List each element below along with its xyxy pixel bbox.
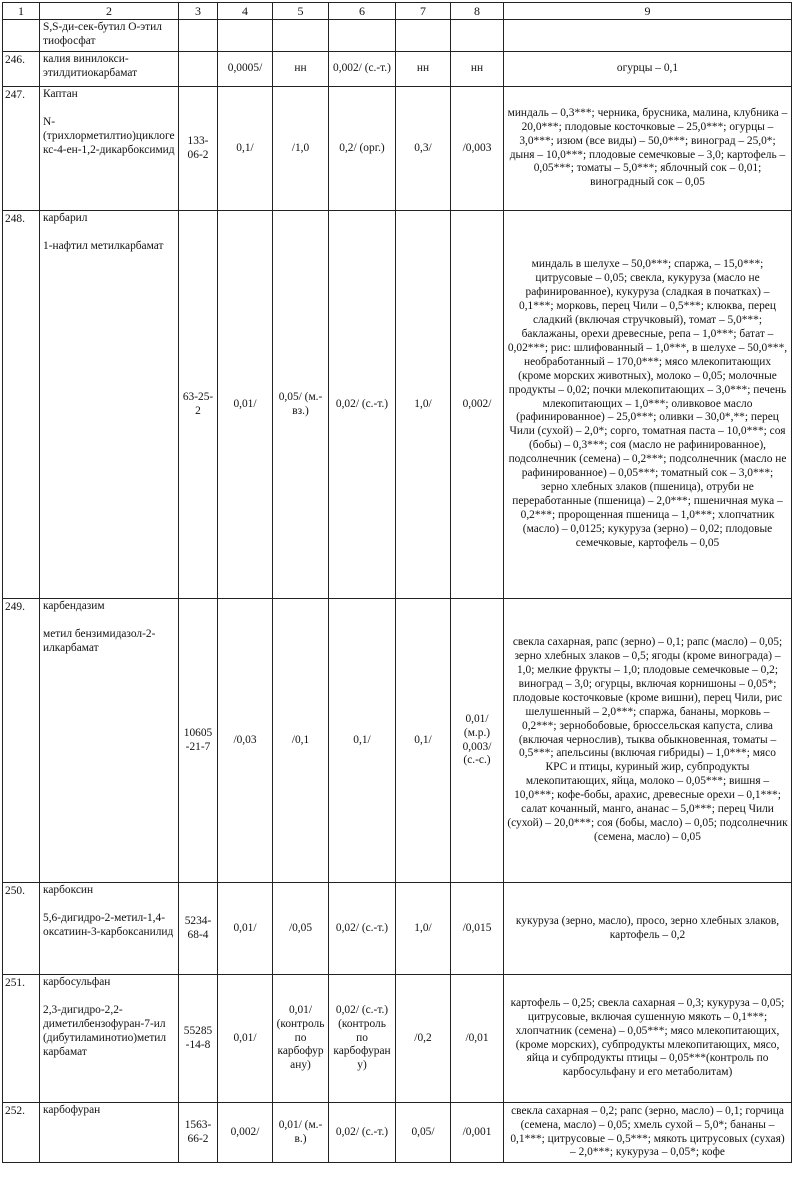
value-col-6 — [329, 20, 396, 52]
value-col-4: 0,002/ — [218, 1103, 273, 1163]
row-number: 247. — [3, 87, 40, 211]
row-number: 249. — [3, 599, 40, 883]
common-name: карбофуран — [43, 1104, 101, 1116]
value-col-5: 0,05/ (м.-вз.) — [273, 211, 329, 599]
cas-number — [179, 20, 218, 52]
chemical-name: 5,6-дигидро-2-метил-1,4-оксатиин-3-карбоксанилид — [43, 911, 174, 938]
table-row — [3, 975, 792, 1103]
header-cell-8: 8 — [451, 3, 504, 20]
table-row — [3, 20, 792, 52]
value-col-7: /0,2 — [396, 975, 451, 1103]
chemical-name: S,S-ди-сек-бутил О-этил тиофосфат — [43, 21, 162, 47]
food-limits: картофель – 0,25; свекла сахарная – 0,3; кукуруза – 0,05; цитрусовые, включая сушенную мякоть – 0,1***; хлопчатник (семена) – 0,05***; мясо млекопитающих, (кроме морских), субпродукты млекопитающих, мясо, яйца и субпродукты птицы – 0,05***(контроль по карбосульфану и его метаболитам) — [504, 975, 792, 1103]
common-name: карбендазим — [43, 600, 105, 612]
substance-name — [40, 87, 179, 211]
food-limits: кукуруза (зерно, масло), просо, зерно хлебных злаков, картофель – 0,2 — [504, 883, 792, 975]
value-col-7: нн — [396, 52, 451, 87]
value-col-6: 0,02/ (с.-т.) — [329, 883, 396, 975]
value-col-4: 0,1/ — [218, 87, 273, 211]
value-col-6: 0,02/ (с.-т.) (контроль по карбофурану) — [329, 975, 396, 1103]
pesticide-table — [2, 2, 792, 1163]
value-col-4: 0,0005/ — [218, 52, 273, 87]
value-col-8: /0,01 — [451, 975, 504, 1103]
chemical-name: калия винилокси-этилдитиокарбамат — [43, 53, 138, 79]
cas-number — [179, 52, 218, 87]
value-col-7: 1,0/ — [396, 883, 451, 975]
row-number: 250. — [3, 883, 40, 975]
value-col-6: 0,02/ (с.-т.) — [329, 211, 396, 599]
cas-number: 55285-14-8 — [179, 975, 218, 1103]
value-col-6: 0,002/ (с.-т.) — [329, 52, 396, 87]
table-row — [3, 211, 792, 599]
chemical-name: 2,3-дигидро-2,2-диметилбензофуран-7-ил (дибутиламинотио)метил карбамат — [43, 1003, 167, 1058]
value-col-8 — [451, 20, 504, 52]
value-col-7 — [396, 20, 451, 52]
value-col-7: 0,1/ — [396, 599, 451, 883]
table-row — [3, 1103, 792, 1163]
value-col-4: /0,03 — [218, 599, 273, 883]
table-row — [3, 883, 792, 975]
value-col-4: 0,01/ — [218, 883, 273, 975]
value-col-6: 0,02/ (с.-т.) — [329, 1103, 396, 1163]
row-number: 248. — [3, 211, 40, 599]
value-col-8: 0,002/ — [451, 211, 504, 599]
table-row — [3, 87, 792, 211]
value-col-6: 0,2/ (орг.) — [329, 87, 396, 211]
value-col-8: /0,015 — [451, 883, 504, 975]
header-cell-4: 4 — [218, 3, 273, 20]
substance-name — [40, 599, 179, 883]
value-col-5: /0,05 — [273, 883, 329, 975]
value-col-7: 0,3/ — [396, 87, 451, 211]
substance-name — [40, 52, 179, 87]
value-col-6: 0,1/ — [329, 599, 396, 883]
header-cell-2: 2 — [40, 3, 179, 20]
header-cell-7: 7 — [396, 3, 451, 20]
chemical-name: метил бензимидазол-2-илкарбамат — [43, 627, 156, 654]
value-col-8: /0,003 — [451, 87, 504, 211]
food-limits — [504, 20, 792, 52]
value-col-5: /0,1 — [273, 599, 329, 883]
table-row — [3, 599, 792, 883]
food-limits: свекла сахарная, рапс (зерно) – 0,1; рапс (масло) – 0,05; зерно хлебных злаков – 0,5; ягоды (кроме винограда) – 1,0; мелкие фрукты – 1,0; плодовые семечковые – 0,2; виноград – 3,0; огурцы, включая корнишоны – 0,05*; плодовые косточковые (кроме вишни), перец Чили, рис шелушенный – 2,0***; спаржа, бананы, морковь – 0,2***; зернобобовые, брюссельская капуста, слива (включая чернослив), тыква обыкновенная, томаты – 0,5***; апельсины (включая гибриды) – 1,0***; мясо КРС и птицы, куриный жир, субпродукты млекопитающих, яйца, молоко – 0,05***; вишня – 10,0***; кофе-бобы, арахис, древесные орехи – 0,1***; салат кочанный, манго, ананас – 5,0***; перец Чили (сухой) – 20,0***; соя (бобы, масло) – 0,05; подсолнечник (семена, масло) – 0,05 — [504, 599, 792, 883]
row-number: 252. — [3, 1103, 40, 1163]
cas-number: 133-06-2 — [179, 87, 218, 211]
value-col-4 — [218, 20, 273, 52]
value-col-4: 0,01/ — [218, 211, 273, 599]
chemical-name: 1-нафтил метилкарбамат — [43, 239, 164, 252]
row-number: 251. — [3, 975, 40, 1103]
value-col-4: 0,01/ — [218, 975, 273, 1103]
header-cell-5: 5 — [273, 3, 329, 20]
header-cell-6: 6 — [329, 3, 396, 20]
value-col-7: 0,05/ — [396, 1103, 451, 1163]
cas-number: 5234-68-4 — [179, 883, 218, 975]
value-col-5: /1,0 — [273, 87, 329, 211]
value-col-8: /0,001 — [451, 1103, 504, 1163]
cas-number: 1563-66-2 — [179, 1103, 218, 1163]
substance-name — [40, 1103, 179, 1163]
value-col-8: 0,01/ (м.р.) 0,003/ (с.-с.) — [451, 599, 504, 883]
row-number — [3, 20, 40, 52]
food-limits: огурцы – 0,1 — [504, 52, 792, 87]
cas-number: 10605-21-7 — [179, 599, 218, 883]
food-limits: миндаль – 0,3***; черника, брусника, малина, клубника – 20,0***; плодовые косточковые – 25,0***; огурцы – 3,0***; изюм (все виды) – 50,0***; виноград – 25,0*; дыня – 10,0***; плодовые семечковые – 3,0; картофель – 0,05***; томаты – 5,0***; яблочный сок – 0,01; виноградный сок – 0,05 — [504, 87, 792, 211]
cas-number: 63-25-2 — [179, 211, 218, 599]
value-col-5: нн — [273, 52, 329, 87]
row-number: 246. — [3, 52, 40, 87]
common-name: Каптан — [43, 88, 78, 100]
chemical-name: N-(трихлорметилтио)циклогекс-4-ен-1,2-дикарбоксимид — [43, 115, 175, 156]
value-col-5 — [273, 20, 329, 52]
substance-name — [40, 883, 179, 975]
header-cell-1: 1 — [3, 3, 40, 20]
header-cell-3: 3 — [179, 3, 218, 20]
common-name: карбарил — [43, 212, 88, 224]
value-col-7: 1,0/ — [396, 211, 451, 599]
substance-name — [40, 211, 179, 599]
value-col-5: 0,01/ (м.-в.) — [273, 1103, 329, 1163]
common-name: карбоксин — [43, 884, 94, 896]
substance-name — [40, 20, 179, 52]
substance-name — [40, 975, 179, 1103]
value-col-5: 0,01/ (контроль по карбофурану) — [273, 975, 329, 1103]
table-row — [3, 52, 792, 87]
food-limits: миндаль в шелухе – 50,0***; спаржа, – 15,0***; цитрусовые – 0,05; свекла, кукуруза (масло не рафинированное), кукуруза (сладкая в початках) – 0,1***; морковь, перец Чили – 0,5***; клюква, перец сладкий (включая стручковый), томат – 5,0***; баклажаны, орехи древесные, репа – 1,0***; батат – 0,02***; рис: шлифованный – 1,0***, в шелухе – 50,0***, необработанный – 170,0***; мясо млекопитающих (кроме морских животных), молоко – 0,05; молочные продукты – 0,02; почки млекопитающих – 3,0***; печень млекопитающих – 1,0***; оливковое масло (рафинированное) – 25,0***; оливки – 30,0*,**; перец Чили (сухой) – 2,0*; сорго, томатная паста – 10,0***; соя (бобы) – 0,3***; соя (масло не рафинированное), подсолнечник (семена) – 0,2***; подсолнечник (масло не рафинированное) – 0,05***; томатный сок – 3,0***; зерно хлебных злаков (пшеница), отруби не переработанные (пшеница) – 2,0***; пшеничная мука – 0,2***; пророщенная пшеница – 1,0***; хлопчатник (масло) – 0,0125; кукуруза (зерно) – 0,02; плодовые семечковые, картофель – 0,05 — [504, 211, 792, 599]
header-cell-9: 9 — [504, 3, 792, 20]
food-limits: свекла сахарная – 0,2; рапс (зерно, масло) – 0,1; горчица (семена, масло) – 0,05; хмель сухой – 5,0*; бананы – 0,1***; цитрусовые – 0,5***; мякоть цитрусовых (сухая) – 2,0***; кукуруза – 0,05*; кофе — [504, 1103, 792, 1163]
common-name: карбосульфан — [43, 976, 111, 988]
value-col-8: нн — [451, 52, 504, 87]
header-row — [3, 3, 792, 20]
